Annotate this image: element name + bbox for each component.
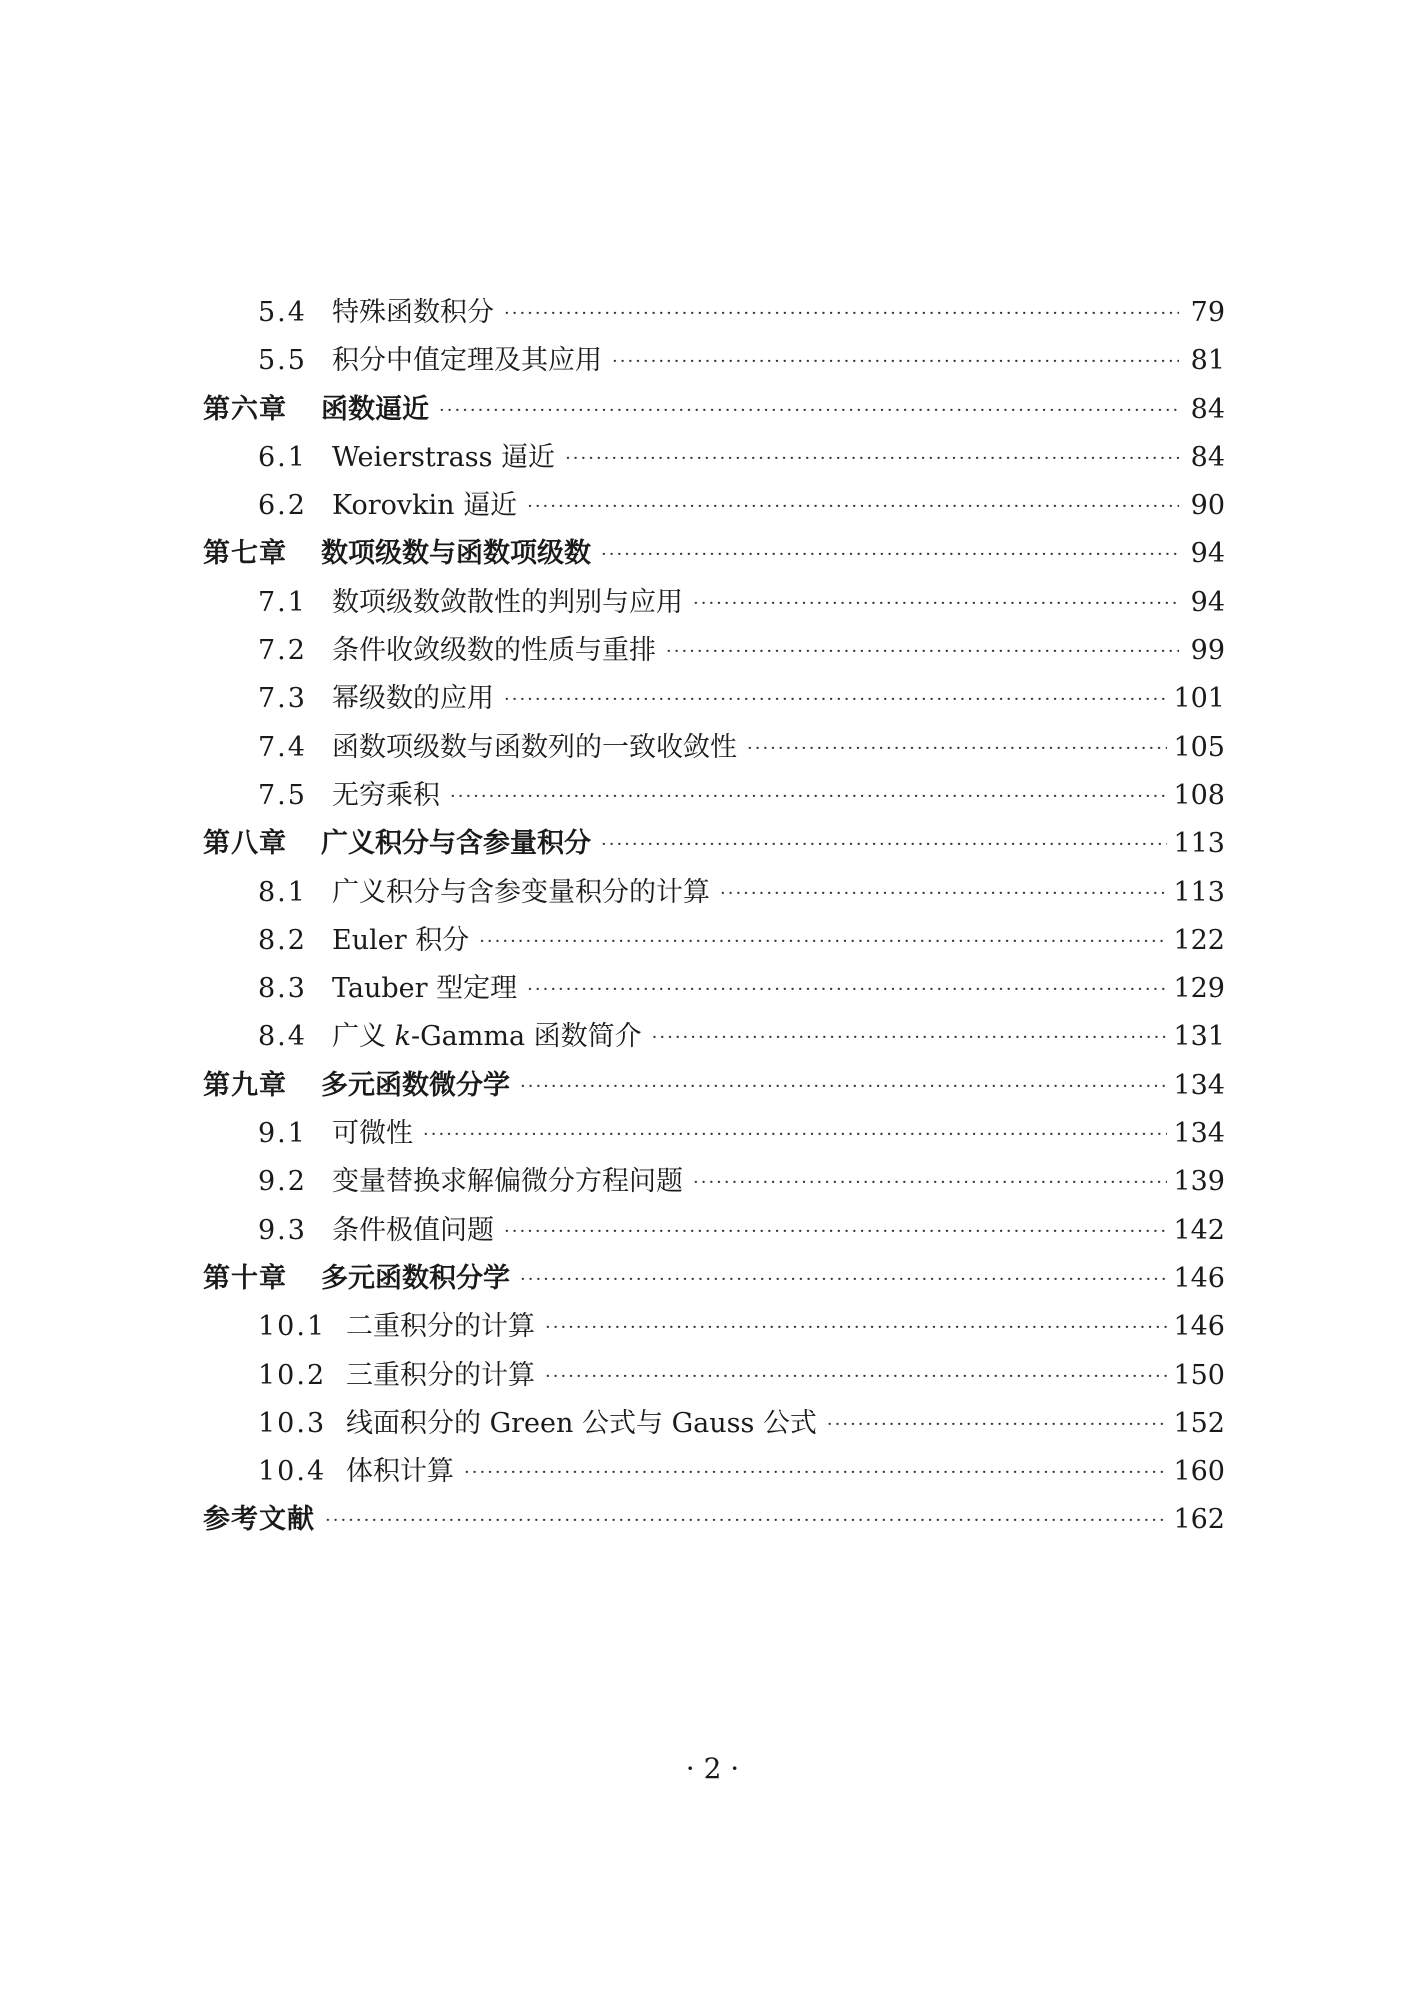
toc-entry-title: 幂级数的应用 (332, 683, 494, 715)
toc-references[interactable] (203, 1496, 1225, 1544)
toc-entry-page: 150 (1173, 1359, 1225, 1391)
toc-entry-page: 113 (1173, 876, 1225, 908)
toc-entry-page: 129 (1173, 973, 1225, 1005)
toc-entry-title: Weierstrass 逼近 (332, 441, 556, 473)
dot-leader (652, 1014, 1168, 1062)
toc-entry-title: 特殊函数积分 (332, 297, 494, 328)
toc-entry-title: Korovkin 逼近 (332, 490, 518, 522)
toc-entry-page: 108 (1173, 779, 1225, 811)
dot-leader (325, 1497, 1167, 1545)
toc-entry-page: 122 (1173, 924, 1225, 956)
toc-entry-10-3[interactable] (203, 1400, 1225, 1448)
toc-entry-page: 99 (1190, 635, 1225, 667)
toc-entry-number: 7.3 (258, 683, 307, 715)
toc-entry-7-5[interactable] (203, 772, 1225, 820)
dot-leader (612, 338, 1179, 386)
toc-entry-title: 函数项级数与函数列的一致收敛性 (332, 731, 737, 763)
toc-entry-10-4[interactable] (203, 1448, 1225, 1496)
toc-entry-number: 10.4 (258, 1456, 327, 1488)
toc-chapter-title: 函数逼近 (321, 393, 429, 425)
toc-entry-page: 90 (1190, 490, 1225, 522)
toc-chapter-6[interactable] (203, 386, 1225, 434)
toc-entry-number: 5.5 (258, 345, 307, 377)
toc-entry-number: 9.3 (258, 1214, 307, 1246)
dot-leader (423, 1111, 1167, 1159)
dot-leader (601, 531, 1179, 579)
toc-entry-page: 105 (1173, 731, 1225, 763)
dot-leader (545, 1353, 1167, 1401)
toc-chapter-number: 第七章 (203, 538, 287, 570)
dot-leader (747, 725, 1167, 773)
toc-entry-number: 7.4 (258, 731, 307, 763)
toc-entry-page: 94 (1190, 586, 1225, 618)
toc-entry-7-4[interactable] (203, 724, 1225, 772)
toc-entry-8-3[interactable] (203, 965, 1225, 1013)
toc-entry-number: 7.2 (258, 635, 307, 667)
toc-entry-page: 160 (1173, 1456, 1225, 1488)
dot-leader (601, 821, 1167, 869)
toc-chapter-title: 多元函数微分学 (321, 1069, 510, 1101)
dot-leader (693, 1159, 1167, 1207)
dot-leader (565, 435, 1179, 483)
toc-entry-title: 数项级数敛散性的判别与应用 (332, 586, 683, 618)
toc-entry-number: 7.1 (258, 586, 307, 618)
toc-entry-page: 142 (1173, 1214, 1225, 1246)
toc-entry-page: 84 (1190, 441, 1225, 473)
toc-entry-title: Euler 积分 (332, 924, 470, 956)
toc-entry-number: 10.3 (258, 1407, 327, 1439)
toc-entry-title: 二重积分的计算 (346, 1311, 535, 1343)
dot-leader (464, 1449, 1167, 1497)
toc-entry-page: 81 (1190, 345, 1225, 377)
toc-entry-page: 139 (1173, 1166, 1225, 1198)
toc-entry-9-2[interactable] (203, 1158, 1225, 1206)
toc-chapter-number: 第六章 (203, 393, 287, 425)
dot-leader (827, 1401, 1168, 1449)
toc-entry-page: 84 (1190, 393, 1225, 425)
italic-variable: k (394, 1021, 411, 1053)
toc-entry-title: 广义 k-Gamma 函数简介 (332, 1021, 642, 1053)
toc-entry-6-2[interactable] (203, 482, 1225, 530)
toc-entry-8-4[interactable] (203, 1013, 1225, 1061)
toc-entry-title: 可微性 (332, 1118, 413, 1150)
toc-entry-title: 积分中值定理及其应用 (332, 345, 602, 377)
toc-entry-page: 131 (1173, 1021, 1225, 1053)
toc-entry-number: 8.4 (258, 1021, 307, 1053)
toc-entry-8-1[interactable] (203, 869, 1225, 917)
toc-entry-title: 体积计算 (346, 1456, 454, 1488)
toc-references-title: 参考文献 (203, 1504, 315, 1536)
toc-entry-page: 79 (1190, 297, 1225, 328)
dot-leader (504, 676, 1167, 724)
dot-leader (504, 290, 1179, 338)
dot-leader (520, 1256, 1167, 1304)
toc-entry-title: 无穷乘积 (332, 779, 440, 811)
toc-entry-title: 广义积分与含参变量积分的计算 (332, 876, 710, 908)
toc-chapter-number: 第十章 (203, 1262, 287, 1294)
toc-entry-title: 条件收敛级数的性质与重排 (332, 635, 656, 667)
toc-chapter-title: 多元函数积分学 (321, 1262, 510, 1294)
toc-entry-7-2[interactable] (203, 627, 1225, 675)
toc-entry-number: 5.4 (258, 297, 307, 328)
dot-leader (520, 1063, 1167, 1111)
toc-chapter-8[interactable] (203, 820, 1225, 868)
dot-leader (693, 580, 1179, 628)
toc-entry-9-3[interactable] (203, 1207, 1225, 1255)
toc-entry-page: 134 (1173, 1118, 1225, 1150)
dot-leader (504, 1208, 1167, 1256)
toc-entry-number: 9.1 (258, 1118, 307, 1150)
dot-leader (527, 483, 1179, 531)
toc-entry-7-1[interactable] (203, 579, 1225, 627)
toc-entry-6-1[interactable] (203, 434, 1225, 482)
dot-leader (479, 918, 1167, 966)
toc-entry-number: 8.1 (258, 876, 307, 908)
toc-entry-number: 8.3 (258, 973, 307, 1005)
toc-entry-7-3[interactable] (203, 675, 1225, 723)
toc-entry-8-2[interactable] (203, 917, 1225, 965)
page-number: · 2 · (685, 1752, 740, 1785)
toc-entry-page: 162 (1173, 1504, 1225, 1536)
toc-chapter-title: 广义积分与含参量积分 (321, 828, 591, 860)
toc-entry-5-5[interactable] (203, 337, 1225, 385)
toc-chapter-number: 第八章 (203, 828, 287, 860)
toc-entry-number: 7.5 (258, 779, 307, 811)
toc-entry-title: Tauber 型定理 (332, 973, 518, 1005)
toc-entry-page: 134 (1173, 1069, 1225, 1101)
toc-entry-title: 三重积分的计算 (346, 1359, 535, 1391)
toc-entry-number: 8.2 (258, 924, 307, 956)
toc-chapter-title: 数项级数与函数项级数 (321, 538, 591, 570)
toc-entry-page: 101 (1173, 683, 1225, 715)
toc-entry-9-1[interactable] (203, 1110, 1225, 1158)
toc-entry-page: 113 (1173, 828, 1225, 860)
toc-chapter-10[interactable] (203, 1255, 1225, 1303)
dot-leader (527, 966, 1167, 1014)
dot-leader (666, 628, 1179, 676)
toc-chapter-number: 第九章 (203, 1069, 287, 1101)
toc-entry-page: 146 (1173, 1311, 1225, 1343)
toc-entry-page: 152 (1173, 1407, 1225, 1439)
toc-chapter-9[interactable] (203, 1062, 1225, 1110)
toc-entry-number: 10.1 (258, 1311, 327, 1343)
toc-chapter-7[interactable] (203, 530, 1225, 578)
toc-entry-10-1[interactable] (203, 1303, 1225, 1351)
dot-leader (720, 870, 1167, 918)
dot-leader (545, 1304, 1167, 1352)
toc-entry-number: 10.2 (258, 1359, 327, 1391)
toc-entry-page: 146 (1173, 1262, 1225, 1294)
toc-entry-10-2[interactable] (203, 1352, 1225, 1400)
toc-entry-title: 线面积分的 Green 公式与 Gauss 公式 (346, 1407, 817, 1439)
toc-entry-number: 6.1 (258, 441, 307, 473)
dot-leader (439, 387, 1179, 435)
toc-entry-page: 94 (1190, 538, 1225, 570)
toc-entry-5-4[interactable] (203, 289, 1225, 337)
toc-entry-title: 变量替换求解偏微分方程问题 (332, 1166, 683, 1198)
toc-entry-title: 条件极值问题 (332, 1214, 494, 1246)
toc-entry-number: 9.2 (258, 1166, 307, 1198)
table-of-contents (203, 289, 1225, 1545)
toc-entry-number: 6.2 (258, 490, 307, 522)
dot-leader (450, 773, 1167, 821)
